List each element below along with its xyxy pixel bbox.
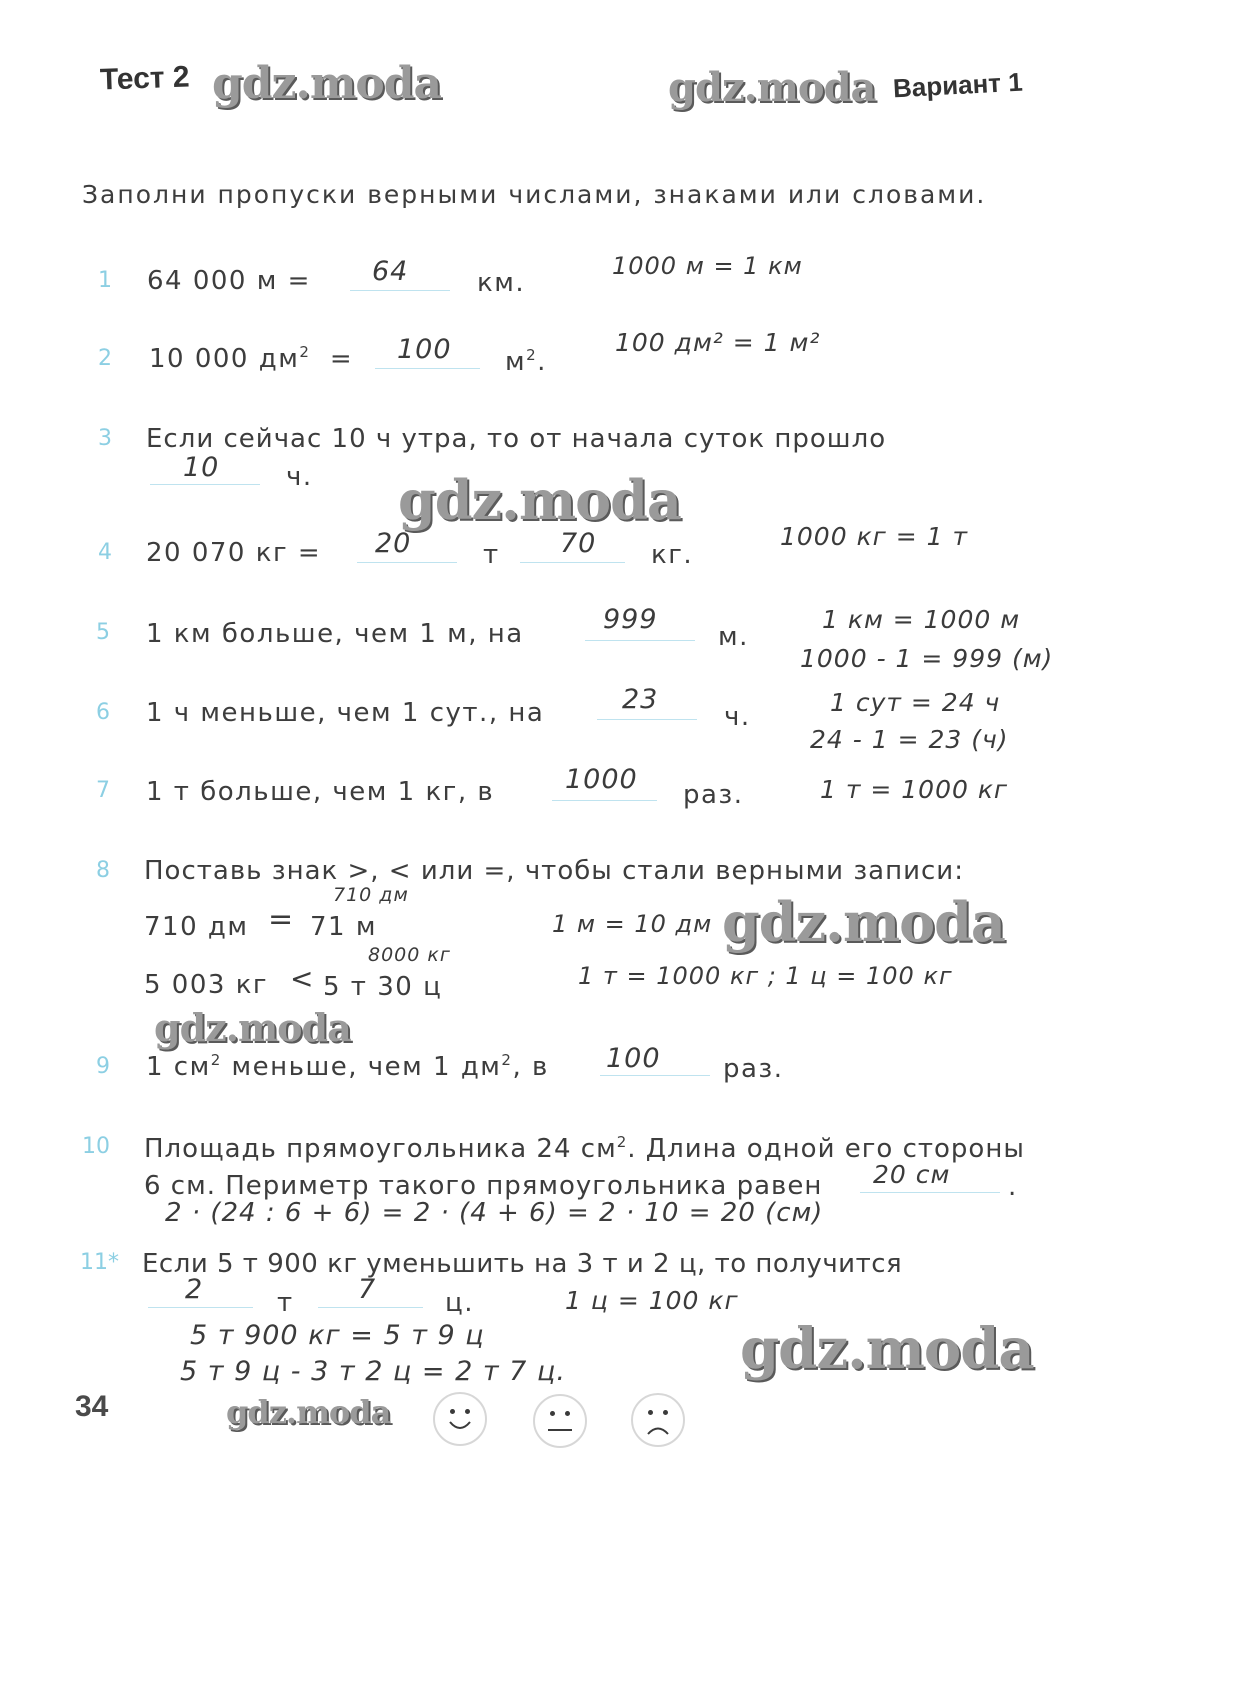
task-unit: т [483,540,500,570]
handwritten-note: 1 км = 1000 м [822,605,1021,634]
task-number: 11* [80,1250,119,1275]
handwritten-note: 1 ц = 100 кг [565,1286,739,1315]
task-unit: раз. [683,780,744,810]
task-unit: ч. [286,462,313,492]
task-text: Поставь знак >, < или =, чтобы стали верными записи: [144,856,964,886]
task-text: Если 5 т 900 кг уменьшить на 3 т и 2 ц, то получится [142,1249,903,1279]
handwritten-note: 1 сут = 24 ч [830,688,1001,717]
watermark-logo: gdz.moda [722,890,1005,954]
handwritten-work: 5 т 900 кг = 5 т 9 ц [190,1320,485,1351]
answer-blank [318,1307,423,1308]
answer-blank [375,368,480,369]
answer-blank [150,484,260,485]
watermark-logo: gdz.moda [740,1316,1034,1382]
handwritten-work: 5 т 9 ц - 3 т 2 ц = 2 т 7 ц. [180,1356,566,1387]
task-text: 6 см. Периметр такого прямоугольника равен [144,1171,823,1201]
page-number: 34 [75,1390,109,1423]
answer-blank [597,719,697,720]
comparison-left: 710 дм [144,912,249,942]
handwritten-note: 100 дм² = 1 м² [615,328,821,357]
answer-blank [860,1192,1000,1193]
task-unit: раз. [723,1054,784,1084]
task-unit: . [1008,1172,1018,1202]
task-unit: м. [718,622,749,652]
task-unit: ч. [724,702,751,732]
watermark-logo: gdz.moda [154,1005,351,1050]
handwritten-note: 1000 кг = 1 т [780,522,969,551]
task-number: 5 [96,620,110,645]
handwritten-note: 1 м = 10 дм [552,910,713,938]
answer-blank [357,562,457,563]
watermark-logo: gdz.moda [226,1393,391,1431]
task-number: 7 [96,778,110,803]
task-text: Если сейчас 10 ч утра, то от начала суток прошло [146,424,887,454]
handwritten-note: 24 - 1 = 23 (ч) [810,725,1009,754]
answer-blank [520,562,625,563]
watermark-logo: gdz.moda [668,64,876,111]
smiley-neutral-icon[interactable] [533,1394,587,1448]
task-text: 1 т больше, чем 1 кг, в [146,777,495,807]
handwritten-answer: 64 [372,256,409,287]
task-text: 20 070 кг = [146,538,322,568]
task-text: 1 км больше, чем 1 м, на [146,619,524,649]
task-number: 9 [96,1054,110,1079]
task-number: 10 [82,1134,110,1159]
task-number: 4 [98,540,112,565]
instruction-text: Заполни пропуски верными числами, знаками или словами. [82,180,987,209]
comparison-right: 71 м [310,912,377,942]
handwritten-note: 710 дм [333,884,409,906]
task-unit: т [277,1288,294,1318]
task-text: 1 $см^2$ меньше, чем 1 $дм^2$, в [146,1051,549,1082]
handwritten-sign: < [290,962,315,995]
handwritten-note: 1 т = 1000 кг ; 1 ц = 100 кг [578,962,953,990]
watermark-logo: gdz.moda [398,468,681,532]
task-unit: кг. [651,540,694,570]
handwritten-work: 2 · (24 : 6 + 6) = 2 · (4 + 6) = 2 · 10 = 20 (см) [165,1198,824,1228]
test-title: Тест 2 [99,60,191,97]
watermark-logo: gdz.moda [212,58,442,109]
task-unit: ц. [445,1288,474,1318]
handwritten-answer: 2 [185,1274,204,1305]
handwritten-answer: 20 см [873,1160,951,1189]
variant-label: Вариант 1 [892,66,1024,104]
comparison-left: 5 003 кг [144,970,269,1000]
task-number: 6 [96,700,110,725]
smiley-happy-icon[interactable] [433,1392,487,1446]
handwritten-answer: 70 [560,528,597,559]
handwritten-answer: 100 [397,334,452,365]
task-number: 1 [98,268,112,293]
handwritten-answer: 20 [375,528,412,559]
task-text: Площадь прямоугольника 24 $см^2$. Длина одной его стороны [144,1133,1025,1164]
handwritten-answer: 10 [183,452,220,483]
answer-blank [350,290,450,291]
task-number: 2 [98,346,112,371]
task-unit: км. [477,268,526,298]
comparison-right: 5 т 30 ц [323,972,443,1002]
handwritten-answer: 23 [622,684,659,715]
task-text: 1 ч меньше, чем 1 сут., на [146,698,545,728]
handwritten-answer: 7 [358,1274,377,1305]
handwritten-note: 1000 - 1 = 999 (м) [800,644,1054,673]
handwritten-answer: 999 [603,604,658,635]
task-number: 8 [96,858,110,883]
handwritten-note: 1000 м = 1 км [612,252,803,280]
answer-blank [148,1307,253,1308]
handwritten-note: 1 т = 1000 кг [820,775,1009,804]
handwritten-answer: 1000 [565,764,638,795]
handwritten-note: 8000 кг [368,944,451,966]
answer-blank [552,800,657,801]
task-number: 3 [98,426,112,451]
handwritten-sign: = [268,902,295,937]
task-text: 64 000 м = [147,266,311,296]
task-unit: $м^2$. [505,346,547,377]
smiley-sad-icon[interactable] [631,1393,685,1447]
answer-blank [585,640,695,641]
answer-blank [600,1075,710,1076]
handwritten-answer: 100 [606,1043,661,1074]
task-text: 10 000 $дм^2$ = [149,343,354,374]
